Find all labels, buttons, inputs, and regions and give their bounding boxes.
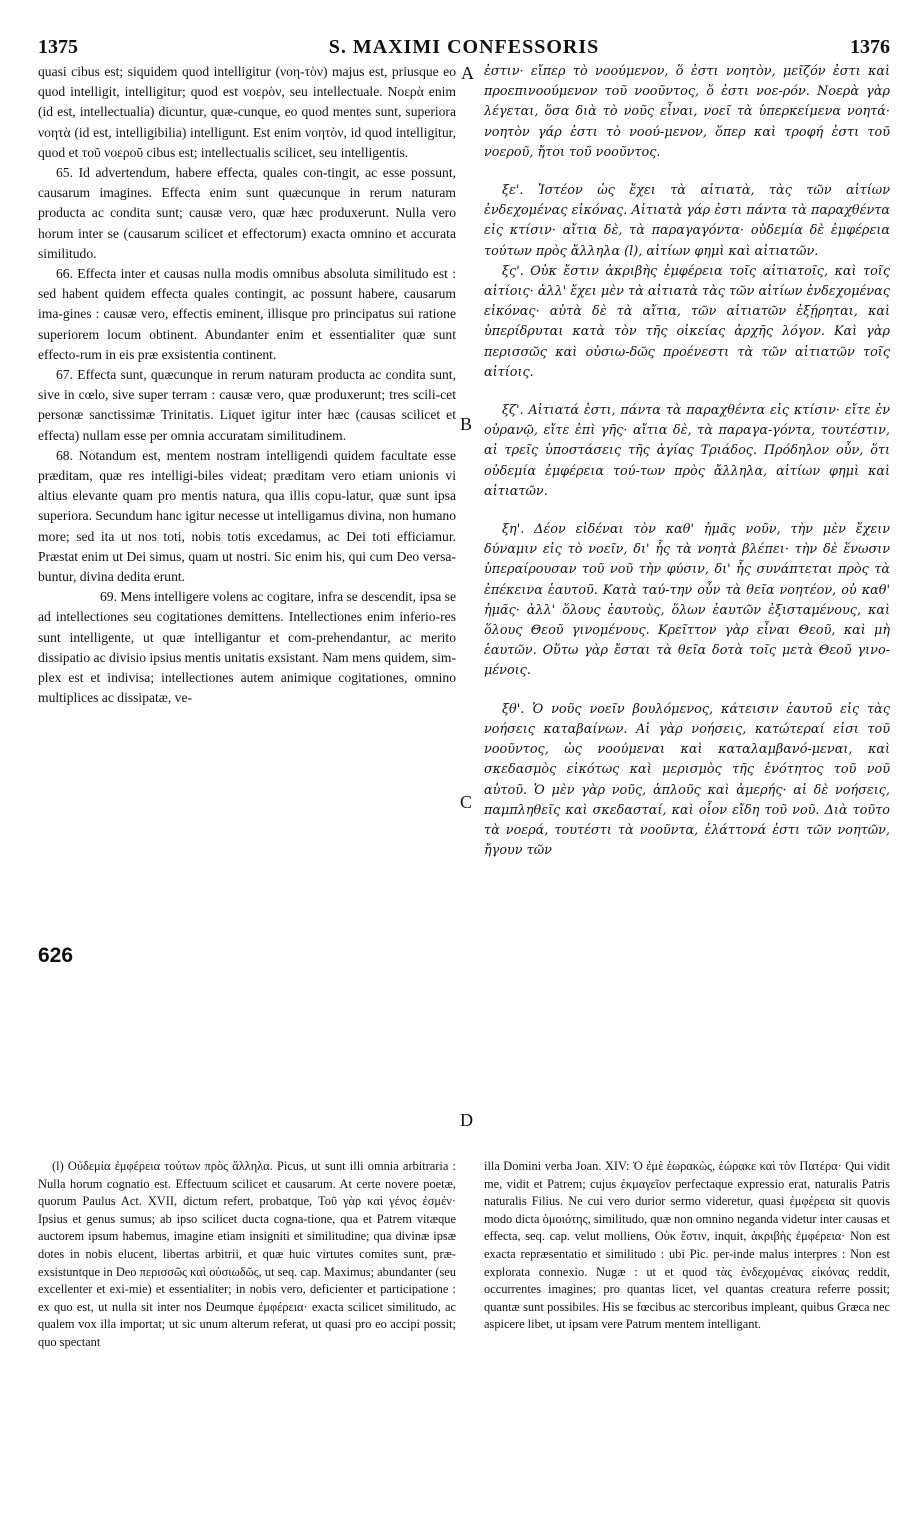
latin-paragraph-continuation: quasi cibus est; siquidem quod intelligitur (νοη-τὸν) majus est, priusque eo quod intelligit, intelligitur; quod est νοερὸν, seu intellectuale. Νοερὰ enim (id est, intellectualia) dicuntur, quæ-cunque, eo quod mentes sunt, superiora νοητὰ (id est, intelligibilia) intelligunt. Est enim νοητὸν, id quod intelligitur, quod et τοῦ νοεροῦ cibus est; intellectualis scilicet, seu intelligentis.: [38, 64, 456, 160]
greek-section-68: ξη'. Δέον εἰδέναι τὸν καθ' ἡμᾶς νοῦν, τὴν μὲν ἔχειν δύναμιν εἰς τὸ νοεῖν, δι' ἧς τὰ νοητὰ βλέπει· τὴν δὲ ἕνωσιν ὑπεραίρουσαν τοῦ νοῦ τὴν φύσιν, δι' ἧς συνάπτεται πρὸς τὰ ἐπέκεινα ἑαυτοῦ. Κατὰ ταύ-την οὖν τὰ θεῖα νοητέον, οὐ καθ' ἡμᾶς· ἀλλ' ὅλους ἑαυτοὺς, ὅλων ἑαυτῶν ἐξισταμένους, καὶ ὅλους Θεοῦ γινομένους. Κρεῖττον γὰρ εἶναι Θεοῦ, καὶ μὴ ἑαυτῶν. Οὕτω γὰρ ἔσται τὰ θεῖα δοτὰ τοῖς μετὰ Θεοῦ γινο-μένοις.: [484, 522, 890, 679]
latin-section-66: 66. Effecta inter et causas nulla modis omnibus absoluta similitudo est : sed habent quidem effecta quales contingit, ac possunt habere, causarum ima-gines : causæ vero, effectis eminent, illisque pro principatus sui ratione superiorem locum obtinent. Abundanter enim et essentialiter quæ sunt effecto-rum in eis præ exsistentia continent.: [38, 266, 456, 362]
page-reference-number: 626: [38, 944, 74, 967]
latin-section-65: 65. Id advertendum, habere effecta, quales con-tingit, ac esse possunt, causarum imagines. Effecta enim sunt quæcunque in rerum naturam producta ac condita sunt; causæ vero, quæ hæc produxerunt. Nulla vero horum inter se (causarum scilicet et effectorum) exacta omnino et accurata similitudo.: [38, 165, 456, 261]
latin-column: [38, 62, 456, 709]
greek-paragraph-continuation: ἐστιν· εἴπερ τὸ νοούμενον, ὅ ἐστι νοητὸν, μεῖζόν ἐστι καὶ προεπινοούμενον τοῦ νοοῦντος, ὅ ἐστι νοε-ρόν. Νοερὰ γὰρ λέγεται, ὅσα διὰ τὸ νοῦς εἶναι, νοεῖ τὰ ὑπερκείμενα νοητά· νοητὸν γάρ ἐστι τὸ νοού-μενον, ὅπερ καὶ τροφή ἐστι τοῦ νοεροῦ, ἤτοι τοῦ νοοῦντος.: [484, 64, 890, 160]
page-number-right: 1376: [850, 36, 890, 58]
greek-section-67: ξζ'. Αἰτιατά ἐστι, πάντα τὰ παραχθέντα εἰς κτίσιν· εἴτε ἐν οὐρανῷ, εἴτε ἐπὶ γῆς· αἴτια δὲ, τὰ παραγα-γόντα, τουτέστιν, αἱ τρεῖς ὑποστάσεις τῆς ἁγίας Τριάδος. Πρόδηλον οὖν, ὅτι οὐδεμία ἐμφέρεια τού-των πρὸς ἄλληλα, αἰτίων φημὶ καὶ αἰτιατῶν.: [484, 403, 890, 499]
running-header: [38, 36, 890, 62]
footnote-l-continuation: illa Domini verba Joan. XIV: Ὁ ἐμὲ ἑωρακὼς, ἑώρακε καὶ τὸν Πατέρα· Qui vidit me, vidit et Patrem; cujus ἐκμαγεῖον perfectaque expressio erat, naturalis Patris naturalis Filius. Ne cui vero durior sermo videretur, quasi ἐμφέρεια sit quovis modo dicta ὁμοιότης, similitudo, quæ non omnino neganda videtur inter causas et effecta, seq. cap. velut molliens, Οὐκ ἔστιν, inquit, ἀκριβὴς ἐμφέρεια· Non est exacta repræsentatio et similitudo : ubi Pic. per-inde malus interpres : Non est explorata connexio. Nugæ : ut et quod τὰς ἐνδεχομένας εἰκόνας reddit, occurrentes imagines; pro quantas licet, vel quantas creatura referre possit; quantæ sunt possibiles. His se fœcibus ac stercoribus impleant, quibus Græca nec aspicere libet, ut ipsam vere Patrum mentem intelligant.: [484, 1159, 890, 1332]
margin-letter-c: C: [460, 792, 473, 812]
header-title: S. MAXIMI CONFESSORIS: [328, 36, 600, 58]
latin-section-69: 69. Mens intelligere volens ac cogitare, infra se descendit, ipsa se ad intellectiones seu cogitationes demittens. Intellectiones enim inferio-res sunt intelligente, ut quæ intelligantur et com-prehendantur, ac merito dissipatio ac divisio ipsius mentis unitatis exsistant. Nam mens quidem, sim-plex est et indivisa; intellectiones autem animique cogitationes, omnino multiplices ac dissipatæ, ve-: [38, 589, 456, 706]
footnote-l-text: (l) Οὐδεμία ἐμφέρεια τούτων πρὸς ἄλληλα. Picus, ut sunt illi omnia arbitraria : Nulla horum cognatio est. Effectuum scilicet et causarum. At certe novere poetæ, quorum Paulus Act. XVII, dictum refert, probatque, Τοῦ γὰρ καὶ γένος ἐσμέν· Ipsius et genus sumus; ab ipso scilicet ducta cogna-tione, qua et Patrem vitæque auctorem ipsum habemus, imagine etiam insigniti et similitudine; qua divinæ ipsæ dotes in nobis elucent, libertas arbitrii, et quæ huic virtutes comites sunt, præ-exsistuntque in Deo περισσῶς καὶ οὐσιωδῶς, ut seq. cap. Maximus; abundanter (seu excellenter et exi-mie) et essentialiter; in nobis vero, deficienter et participatione : ex quo est, ut nulla sit inter nos Deumque ἐμφέρεια· exacta scilicet similitudo, ac qualem vox illa importat; ut sic unum alterum referat, ut quasi pro eo accipi possit; quo spectant: [38, 1159, 456, 1349]
greek-section-66: ξς'. Οὐκ ἔστιν ἀκριβὴς ἐμφέρεια τοῖς αἰτιατοῖς, καὶ τοῖς αἰτίοις· ἀλλ' ἔχει μὲν τὰ αἰτιατὰ τὰς τῶν αἰτίων ἐνδεχομένας εἰκόνας· αὐτὰ δὲ τὰ αἴτια, τῶν αἰτιατῶν ἐξῄρηται, καὶ ὑπερίδρυται κατὰ τὸν τῆς οἰκείας ἀρχῆς λόγον. Καὶ γὰρ περισσῶς καὶ οὐσιω-δῶς προένεστι τὰ τῶν αἰτιατῶν τοῖς αἰτίοις.: [484, 263, 890, 380]
margin-letter-d: D: [460, 1110, 473, 1130]
margin-letter-a: A: [461, 63, 474, 83]
margin-letter-b: B: [460, 414, 473, 434]
greek-section-65: ξε'. Ἰστέον ὡς ἔχει τὰ αἰτιατὰ, τὰς τῶν αἰτίων ἐνδεχομένας εἰκόνας. Αἰτιατὰ γάρ ἐστι πάντα τὰ παραχθέντα εἰς κτίσιν· αἴτια δὲ, τὰ παραγαγόντα· οὐδεμία δὲ ἐμφέρεια τούτων πρὸς ἄλληλα (l), αἰτίων φημὶ καὶ αἰτιατῶν.: [484, 183, 890, 259]
footnote-left-column: [38, 1158, 456, 1352]
footnote-right-column: [484, 1158, 890, 1334]
latin-section-67: 67. Effecta sunt, quæcunque in rerum naturam producta ac condita sunt, sive in cœlo, sive super terram : causæ vero, quæ produxerunt; tres scili-cet personæ sanctissimæ Trinitatis. Liquet igitur inter hæc (causas scilicet et effecta) nullam esse per omnia accuratam similitudinem.: [38, 367, 456, 443]
greek-column: [484, 62, 890, 861]
greek-section-69: ξθ'. Ὁ νοῦς νοεῖν βουλόμενος, κάτεισιν ἑαυτοῦ εἰς τὰς νοήσεις καταβαίνων. Αἱ γὰρ νοήσεις, κατώτεραί εἰσι τοῦ νοοῦντος, ὡς νοούμεναι καὶ καταλαμβανό-μεναι, καὶ σκεδασμὸς εἰκότως καὶ μερισμὸς τῆς ἑνότητος τοῦ νοῦ αὐτοῦ. Ὁ μὲν γὰρ νοῦς, ἁπλοῦς καὶ ἀμερής· αἱ δὲ νοήσεις, παμπληθεῖς καὶ σκεδασταί, καὶ οἷον εἴδη τοῦ νοῦ. Διὰ τοῦτο τὰ νοερά, τουτέστι τὰ νοοῦντα, ἐλάττονά ἐστι τῶν νοητῶν, ἤγουν τῶν: [484, 701, 890, 859]
latin-section-68: 68. Notandum est, mentem nostram intelligendi quidem facultate esse præditam, quæ res intelligi-biles videat; præditam vero etiam unionis vi altius elevante quam pro mentis natura, qua illis copu-latur, quæ sunt ipsa superiora. Secundum hanc igitur necesse ut intelligamus divina, non humano more; sed ita ut nos toti, nobis totis excedamus, ac Dei toti efficiamur. Præstat enim ut Dei simus, quam ut nostri. Sic enim his, qui cum Deo versa-buntur, divina dedita erunt.: [38, 447, 456, 585]
page-number-left: 1375: [38, 36, 78, 58]
